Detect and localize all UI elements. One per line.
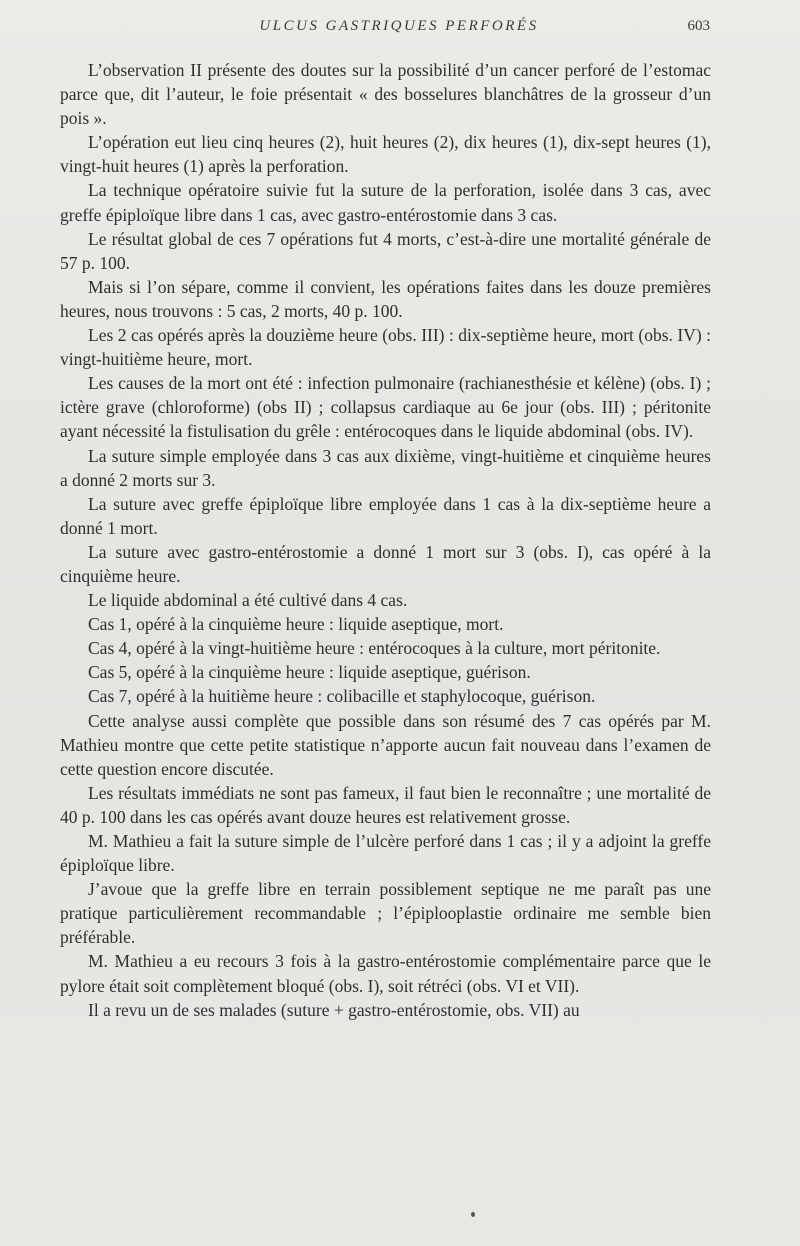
- paragraph-7: Les causes de la mort ont été : infection pulmonaire (rachianesthésie et kélène) (obs. I) ; ictère grave (chloroforme) (obs II) ; collapsus cardiaque au 6e jour (obs. III) ; péritonite ayant nécessité la fistulisation du grêle : entérocoques dans le liquide abdominal (obs. IV).: [60, 373, 711, 442]
- ink-speck: [471, 1212, 475, 1217]
- paragraph-15: Cas 7, opéré à la huitième heure : colibacille et staphylocoque, guérison.: [88, 686, 596, 707]
- running-title: ULCUS GASTRIQUES PERFORÉS: [259, 18, 539, 34]
- paragraph-20: M. Mathieu a eu recours 3 fois à la gastro-entérostomie complémentaire parce que le pylore était soit complètement bloqué (obs. I), soit rétréci (obs. VI et VII).: [60, 951, 711, 996]
- paragraph-5: Mais si l’on sépare, comme il convient, les opérations faites dans les douze premières heures, nous trouvons : 5 cas, 2 morts, 40 p. 100.: [60, 276, 711, 321]
- paragraph-1: L’observation II présente des doutes sur la possibilité d’un cancer perforé de l’estomac parce que, dit l’auteur, le foie présentait « des bosselures blanchâtres de la grosseur d’un pois ».: [60, 60, 711, 129]
- paragraph-16: Cette analyse aussi complète que possible dans son résumé des 7 cas opérés par M. Mathieu montre que cette petite statistique n’apporte aucun fait nouveau dans l’examen de cette question encore discutée.: [60, 710, 711, 779]
- running-head: [88, 18, 710, 42]
- paragraph-4: Le résultat global de ces 7 opérations fut 4 morts, c’est-à-dire une mortalité générale de 57 p. 100.: [60, 228, 711, 273]
- paragraph-17: Les résultats immédiats ne sont pas fameux, il faut bien le reconnaître ; une mortalité de 40 p. 100 dans les cas opérés avant douze heures est relativement grosse.: [60, 782, 711, 827]
- paragraph-12: Cas 1, opéré à la cinquième heure : liquide aseptique, mort.: [88, 614, 504, 635]
- paragraph-6: Les 2 cas opérés après la douzième heure (obs. III) : dix-septième heure, mort (obs. IV) : vingt-huitième heure, mort.: [60, 325, 711, 370]
- paragraph-3: La technique opératoire suivie fut la suture de la perforation, isolée dans 3 cas, avec greffe épiploïque libre dans 1 cas, avec gastro-entérostomie dans 3 cas.: [60, 180, 711, 225]
- paragraph-10: La suture avec gastro-entérostomie a donné 1 mort sur 3 (obs. I), cas opéré à la cinquième heure.: [60, 541, 711, 586]
- paragraph-19: J’avoue que la greffe libre en terrain possiblement septique ne me paraît pas une pratique particulièrement recommandable ; l’épiplooplastie ordinaire me semble bien préférable.: [60, 879, 711, 948]
- body-text: [60, 58, 711, 1022]
- paragraph-2: L’opération eut lieu cinq heures (2), huit heures (2), dix heures (1), dix-sept heures (1), vingt-huit heures (1) après la perforation.: [60, 132, 711, 177]
- paragraph-11: Le liquide abdominal a été cultivé dans 4 cas.: [88, 590, 408, 611]
- paragraph-8: La suture simple employée dans 3 cas aux dixième, vingt-huitième et cinquième heures a donné 2 morts sur 3.: [60, 445, 711, 490]
- paragraph-18: M. Mathieu a fait la suture simple de l’ulcère perforé dans 1 cas ; il y a adjoint la greffe épiploïque libre.: [60, 831, 711, 876]
- paragraph-9: La suture avec greffe épiploïque libre employée dans 1 cas à la dix-septième heure a donné 1 mort.: [60, 493, 711, 538]
- paragraph-21: Il a revu un de ses malades (suture + gastro-entérostomie, obs. VII) au: [88, 999, 580, 1020]
- paragraph-13: Cas 4, opéré à la vingt-huitième heure : entérocoques à la culture, mort péritonite.: [88, 638, 661, 659]
- page-number: 603: [687, 18, 710, 34]
- paragraph-14: Cas 5, opéré à la cinquième heure : liquide aseptique, guérison.: [88, 662, 531, 683]
